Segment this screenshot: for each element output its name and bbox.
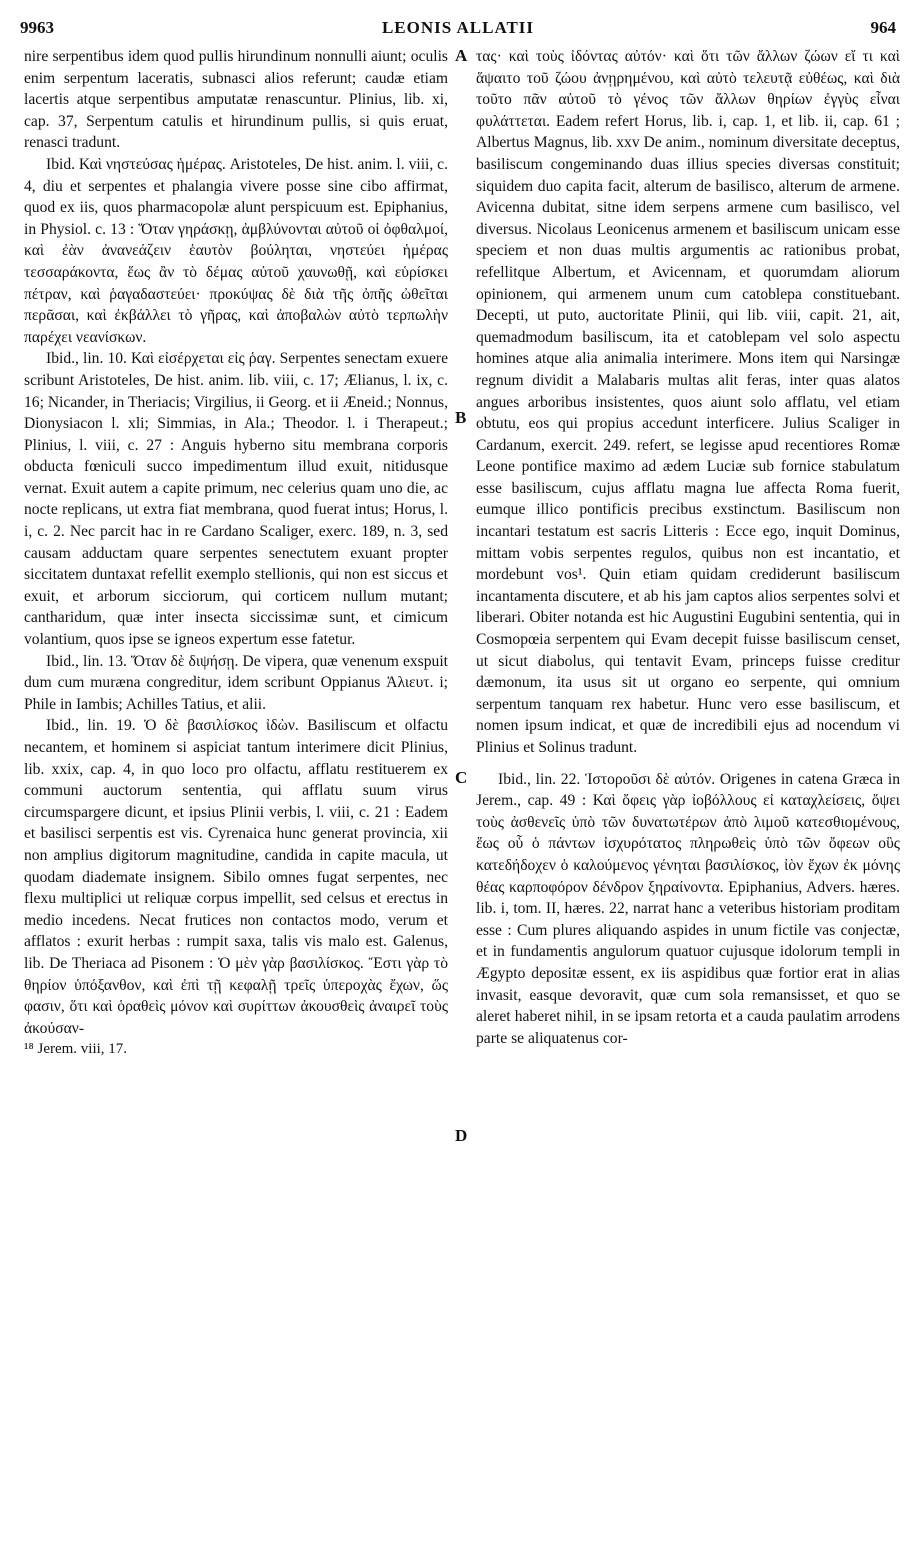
page-number-right: 964 xyxy=(870,18,896,37)
paragraph: Ibid., lin. 22. Ἱστοροῦσι δὲ αὐτόν. Origenes in catena Græca in Jerem., cap. 49 : Καὶ ὄφεις γὰρ ἰοβόλλους εἰ καταχλείσεις, ὄψει τοὺς ἀσθενεῖς ὑπὸ τῶν δυνατωτέρων ἀπὸ λιμοῦ κατεσθιομένους, ἕως οὗ ὁ πάντων ἰσχυρότατος πληρωθεὶς ὑπὸ τῶν ὄφεων οὓς κατεδήδοχεν ὁ καλούμενος γένηται βασιλίσκος, ἰὸν ἔχων ἐκ μόνης θέας καρποφόρον δένδρον ξηραίνοντα. Epiphanius, Advers. hæres. lib. i, tom. II, hæres. 22, narrat hanc a veteribus historiam proditam esse : Cum plures aliquando aspides in unum fictile vas conjectæ, et in fundamentis angulorum quatuor cujusque idolorum templi in Ægypto depositæ essent, ex iis aspidibus quæ fortior erat in alias invasit, easque devoravit, quæ cum sola remansisset, et quo se aleret haberet nihil, in se ipsam retorta et a cauda paulatim arrodens parte se aliquatenus cor- xyxy=(476,770,900,1047)
margin-letter-a: A xyxy=(455,46,468,65)
paragraph: Ibid., lin. 10. Καὶ εἰσέρχεται εἰς ῥαγ. Serpentes senectam exuere scribunt Aristoteles, De hist. anim. lib. viii, c. 17; Ælianus, l. ix, c. 16; Nicander, in Theriacis; Virgilius, ii Georg. et ii Æneid.; Nonnus, Dionysiacon l. xli; Simmias, in Ala.; Theodor. l. i Therapeut.; Plinius, l. viii, c. 27 : Anguis hyberno situ membrana corporis obducta fœniculi succo impedimentum illud exuit, nitidusque vernat. Exuit autem a capite primum, nec celerius quam uno die, ac nocte replicans, ut extra fiat membrana, quod fuerat intus; Horus, l. i, c. 2. Nec parcit hac in re Cardano Scaliger, exerc. 189, n. 3, sed causam adductam quare serpentes senectutem exuant propter siccitatem duntaxat refellit exemplo stellionis, qui non est siccus et exuit, et arborum sicciorum, qui corticem nullum mutant; cantharidum, quæ inter insecta siccissimæ sunt, et cimicum volantium, quos ipse se igneos expertum esse fatetur. xyxy=(24,350,448,649)
paragraph: Ibid., lin. 13. Ὅταν δὲ διψήσῃ. De vipera, quæ venenum exspuit dum cum muræna congreditur, idem scribunt Oppianus Ἁλιευτ. i; Phile in Iambis; Achilles Tatius, et alii. xyxy=(24,652,448,713)
margin-letter-b: B xyxy=(455,408,467,427)
paragraph: Ibid. Καὶ νηστεύσας ἡμέρας. Aristoteles, De hist. anim. l. viii, c. 4, diu et serpentes et phalangia vivere posse sine cibo affirmat, quod ex iis, quos pharmacopolæ alunt perspicuum est. Epiphanius, in Physiol. c. 13 : Ὅταν γηράσκῃ, ἀμβλύνονται αὐτοῦ οἱ ὀφθαλμοί, καὶ ἐὰν ἀνανεάζειν ἑαυτὸν βούληται, νηστεύει ἡμέρας τεσσαράκοντα, ἕως ἂν τὸ δέμας αὐτοῦ χαυνωθῇ, καὶ εὑρίσκει πέτραν, καὶ ῥαγαδαστεύει· προκύψας δὲ διὰ τῆς ὀπῆς ὠθεῖται περᾶσαι, καὶ ἐκβάλλει τὸ γῆρας, καὶ ἀποβαλὼν αὐτὸ τερπωλὴν παρέχει νεανίσκων. xyxy=(24,155,448,346)
margin-letter-c: C xyxy=(455,768,468,787)
paragraph: Ibid., lin. 19. Ὁ δὲ βασιλίσκος ἰδὼν. Basiliscum et olfactu necantem, et hominem si aspiciat tantum interimere dicit Plinius, lib. xxix, cap. 4, in quo loco pro olfactu, afflatu restituerem ex communi auctorum sententia, qui afflatu suum virus circumspargere dicunt, et ipsius Plinii verbis, l. viii, c. 21 : Eadem et basilisci serpentis est vis. Cyrenaica hunc generat provincia, xii non amplius digitorum magnitudine, candida in capite macula, ut quodam diademate insignem. Sibilo omnes fugat serpentes, nec flexu multiplici ut reliquæ corpus impellit, sed celsus et erectus in medio incedens. Necat frutices non contactos modo, verum et afflatos : exurit herbas : rumpit saxa, talis vis malo est. Galenus, lib. De Theriaca ad Pisonem : Ὁ μὲν γὰρ βασιλίσκος. Ἔστι γὰρ τὸ θηρίον ὑπόξανθον, καὶ ἐπὶ τῇ κεφαλῇ τρεῖς ὑπεροχὰς ἔχων, ὥς φασιν, ὅτι καὶ ὁραθεὶς μόνον καὶ συρίττων ἀκουσθεὶς ἀναιρεῖ τοὺς ἀκούσαν- xyxy=(24,717,448,1037)
right-column xyxy=(476,46,900,1049)
running-header xyxy=(0,18,916,44)
page-number-left: 9963 xyxy=(20,18,54,37)
paragraph: τας· καὶ τοὺς ἰδόντας αὐτόν· καὶ ὅτι τῶν ἄλλων ζώων εἴ τι καὶ ἅψαιτο τοῦ ζώου ἀνῃρημένου, καὶ αὐτὸ τελευτᾷ εὐθέως, καὶ διὰ τοῦτο πᾶν αὐτοῦ τὸ γένος τῶν ἄλλων θηρίων ἐγγὺς εἶναι φυλάττεται. Eadem refert Horus, lib. i, cap. 1, et lib. ii, cap. 61 ; Albertus Magnus, lib. xxv De anim., nominum diversitate deceptus, basiliscum congeminando duas illius species diversas constituit; siquidem duo capita facit, alterum de basilisco, alterum de armene. Avicenna dubitat, sitne idem serpens armene cum basilisco, vel diversus. Nicolaus Leonicenus armenem et basiliscum unicam esse speciem et non duas multis argumentis ac rationibus probat, refellitque Albertum, et Avicennam, et quorumdam aliorum opinionem, qui armenem unum cum catoblepa constituebant. Decepti, ut puto, auctoritate Plinii, qui lib. viii, capit. 21, ait, quemadmodum basiliscum, ita et catoblepam vel solo aspectu homines atque alia animalia interimere. Mons item qui Narsingæ regnum dividit a Malabaris multas alit feras, inter quas alatos angues arboribus insistentes, quos aiunt solo afflatu, vel etiam obtutu, eos qui propius accedunt interficere. Julius Scaliger in Cardanum, exercit. 249. refert, se legisse apud recentiores Romæ Leone pontifice maximo ad ædem Luciæ sub fornice stabulatum esse basiliscum, cujus afflatu magna lue affecta Roma fuerit, eumque illico pontificis precibus exstinctum. Basiliscum non incantari testatum est sacris Litteris : Ecce ego, inquit Dominus, mittam vobis serpentes regulos, quibus non est incantatio, et mordebunt vos¹. Quin etiam quidam crediderunt basiliscum incantamenta discutere, et ab his jam captos alios serpentes solvi et liberari. Obiter notanda est hic Augustini Eugubini sententia, qui in Cosmopœia serpentem qui Evam decepit fuisse basiliscum censet, ut sicut diabolus, qui tentavit Evam, princeps fuisse creditur dæmonum, ita usus sit ut organo eo serpente, qui omnium serpentum tanquam rex habetur. Hunc vero esse basiliscum, et nomen ipsum indicat, et quæ de incredibili ejus ad nocendum vi Plinius et Solinus tradunt. xyxy=(476,48,900,756)
left-column xyxy=(24,46,448,1061)
margin-letter-d: D xyxy=(455,1126,468,1145)
footnote: ¹⁸ Jerem. viii, 17. xyxy=(24,1041,128,1058)
running-title: LEONIS ALLATII xyxy=(381,18,535,37)
paragraph: nire serpentibus idem quod pullis hirundinum nonnulli aiunt; oculis enim serpentum laceratis, subnasci alios referunt; caudæ etiam lacertis atque serpentibus amputatæ renascuntur. Plinius, lib. xi, cap. 37, Serpentum catulis et hirundinum pullis, si quis eruat, renasci tradunt. xyxy=(24,48,448,152)
